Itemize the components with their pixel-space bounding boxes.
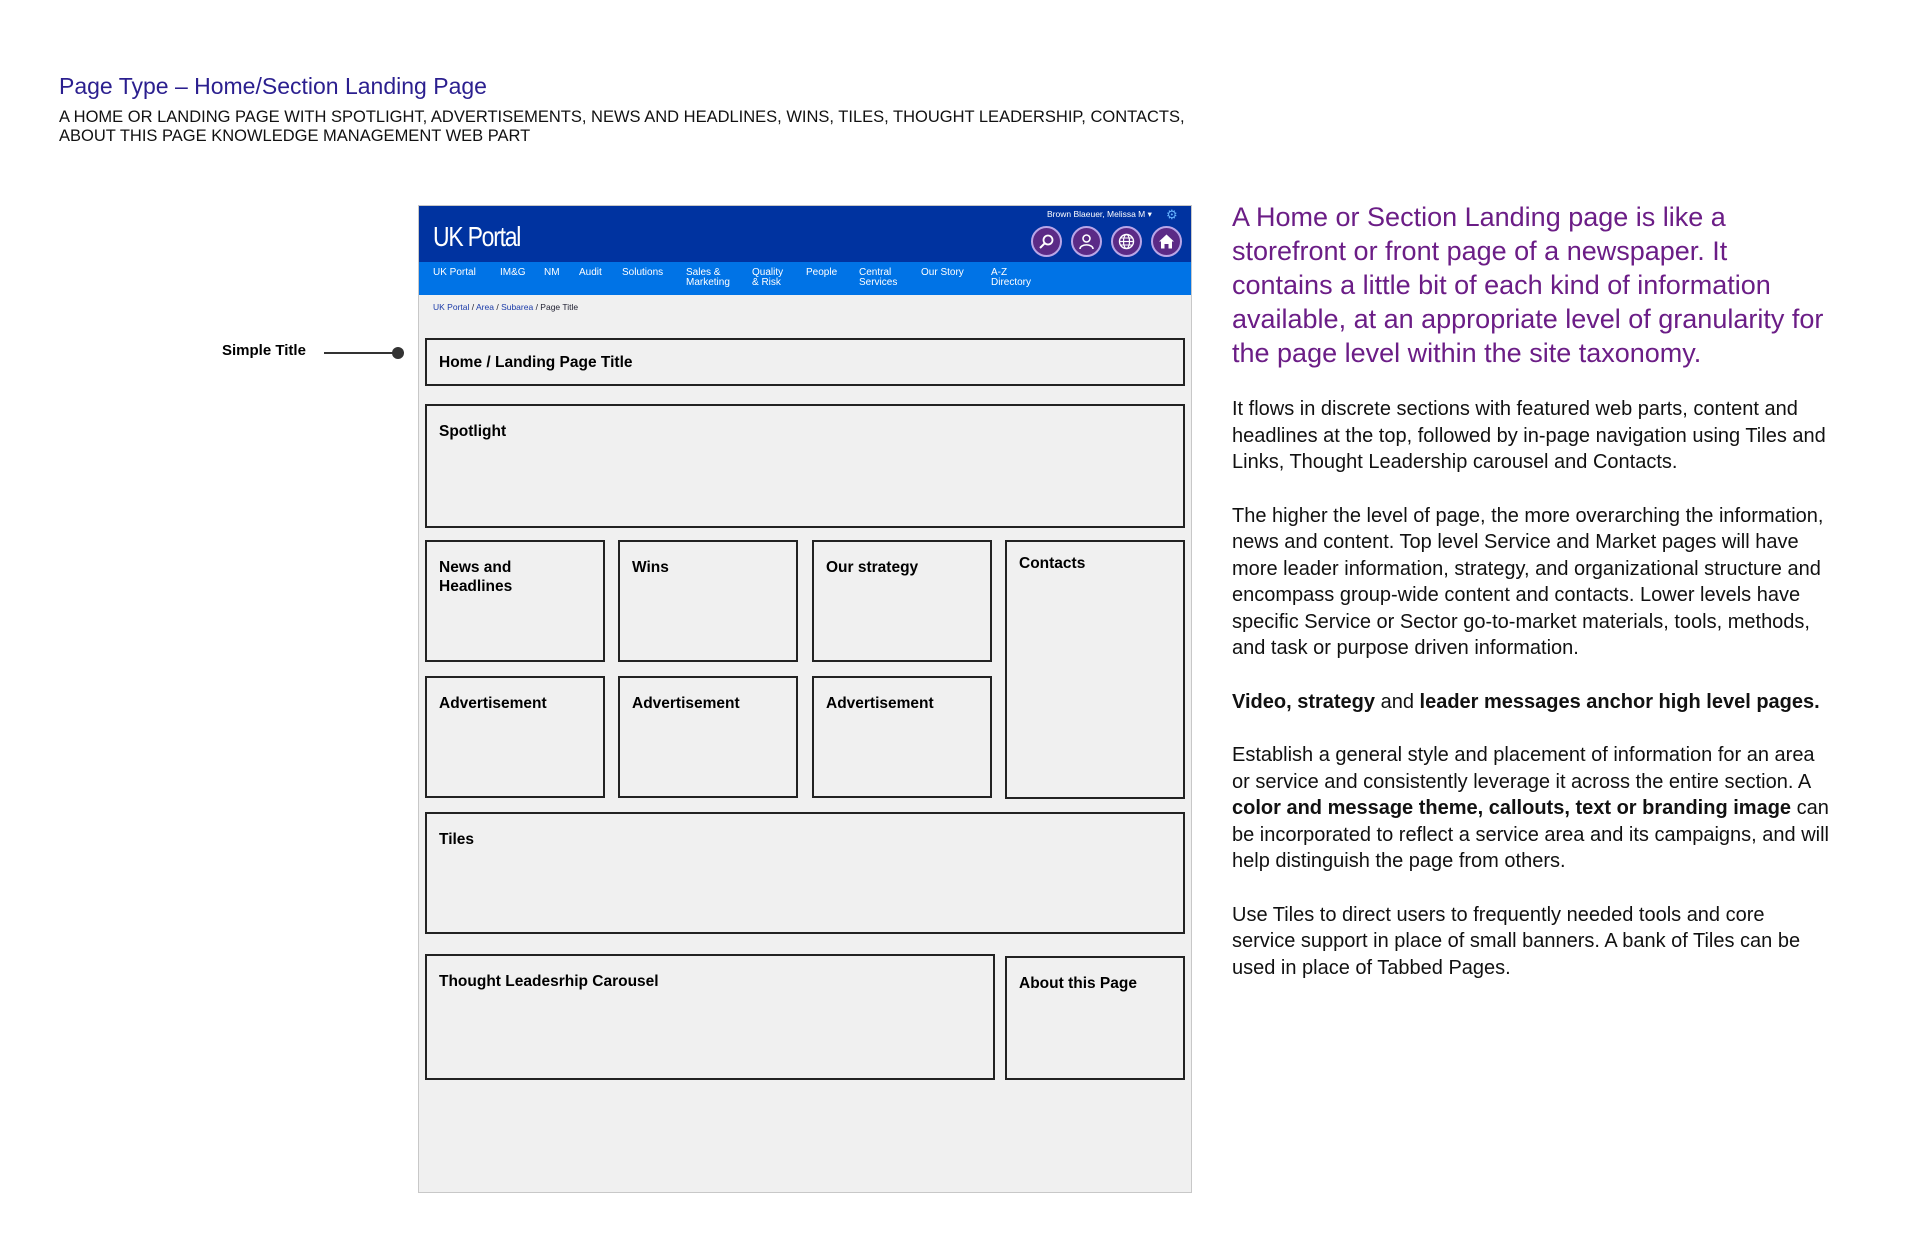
advertisement-label: Advertisement: [439, 695, 547, 712]
description-lead: A Home or Section Landing page is like a storefront or front page of a newspaper. It contains a little bit of each kind of information available, at an appropriate level of granularity for the page level within the site taxonomy.: [1232, 202, 1824, 368]
breadcrumb-separator: /: [533, 302, 541, 312]
portal-nav-bar: [419, 262, 1191, 295]
breadcrumb-current: Page Title: [540, 302, 579, 312]
page-title-box: [425, 338, 1185, 386]
nav-item-solutions[interactable]: Solutions: [622, 267, 664, 278]
tiles-box: [425, 812, 1185, 934]
user-menu[interactable]: Brown Blaeuer, Melissa M ▾: [1047, 209, 1152, 219]
advertisement-box: [618, 676, 798, 798]
description-paragraph: The higher the level of page, the more overarching the information, news and content. Top level Service and Market pages will have more leader information, strategy, and organizational structure and encompass group-wide content and contacts. Lower levels have specific Service or Sector go-to-market materials, tools, methods, and task or purpose driven information.: [1232, 504, 1824, 659]
portal-title[interactable]: UK Portal: [433, 221, 521, 252]
description-paragraph: Use Tiles to direct users to frequently needed tools and core service support in place of small banners. A bank of Tiles can be used in place of Tabbed Pages.: [1232, 903, 1801, 979]
breadcrumb-link[interactable]: UK Portal: [433, 302, 470, 312]
nav-item-people[interactable]: People: [806, 267, 838, 278]
callout-leader-line: [324, 352, 396, 354]
nav-item-sales-marketing[interactable]: Sales & Marketing: [686, 267, 730, 288]
nav-item-img[interactable]: IM&G: [500, 267, 526, 278]
advertisement-box: [812, 676, 992, 798]
breadcrumb-separator: /: [469, 302, 476, 312]
news-headlines-label: News and Headlines: [439, 559, 513, 595]
user-icon[interactable]: [1071, 226, 1102, 257]
callout-dot: [392, 347, 404, 359]
description-paragraph: It flows in discrete sections with featured web parts, content and headlines at the top, followed by in-page navigation using Tiles and Links, Thought Leadership carousel and Contacts.: [1232, 398, 1826, 473]
thought-leadership-carousel-box: [425, 954, 995, 1080]
breadcrumb-link[interactable]: Area: [476, 302, 494, 312]
globe-icon[interactable]: [1111, 226, 1142, 257]
page-type-subtitle: A HOME OR LANDING PAGE WITH SPOTLIGHT, ADVERTISEMENTS, NEWS AND HEADLINES, WINS, TILES, THOUGHT LEADERSHIP, CONTACTS, ABOUT THIS PAGE KNOWLEDGE MANAGEMENT WEB PART: [59, 108, 1185, 145]
advertisement-label: Advertisement: [632, 695, 740, 712]
page-title: Home / Landing Page Title: [439, 354, 633, 371]
nav-item-nm[interactable]: NM: [544, 267, 560, 278]
portal-header: [419, 206, 1191, 262]
thought-leadership-label: Thought Leadesrhip Carousel: [439, 973, 659, 990]
description-panel: [1232, 200, 1832, 1008]
contacts-label: Contacts: [1019, 555, 1086, 572]
nav-item-audit[interactable]: Audit: [579, 267, 602, 278]
advertisement-box: [425, 676, 605, 798]
simple-title-callout: Simple Title: [222, 342, 306, 359]
contacts-box: [1005, 540, 1185, 799]
our-strategy-box: [812, 540, 992, 662]
wins-label: Wins: [632, 559, 669, 576]
nav-item-central-services[interactable]: Central Services: [859, 267, 898, 288]
about-page-box: [1005, 956, 1185, 1080]
description-paragraph: Establish a general style and placement of information for an area or service and consistently leverage it across the entire section. A color and message theme, callouts, text or branding image can be incorporated to reflect a service area and its campaigns, and will help distinguish the page from others.: [1232, 744, 1829, 872]
breadcrumb-link[interactable]: Subarea: [501, 302, 534, 312]
wins-box: [618, 540, 798, 662]
nav-item-our-story[interactable]: Our Story: [921, 267, 964, 278]
breadcrumb-separator: /: [493, 302, 502, 312]
spotlight-label: Spotlight: [439, 423, 507, 440]
our-strategy-label: Our strategy: [826, 559, 919, 576]
advertisement-label: Advertisement: [826, 695, 934, 712]
search-icon[interactable]: [1031, 226, 1062, 257]
news-headlines-box: [425, 540, 605, 662]
gear-icon[interactable]: ⚙: [1166, 207, 1178, 222]
nav-item-uk-portal[interactable]: UK Portal: [433, 267, 476, 278]
portal-mockup: [418, 205, 1192, 1193]
spotlight-box: [425, 404, 1185, 528]
breadcrumb: [433, 302, 578, 312]
about-page-label: About this Page: [1019, 975, 1137, 992]
home-icon[interactable]: [1151, 226, 1182, 257]
tiles-label: Tiles: [439, 831, 475, 848]
nav-item-az-directory[interactable]: A-Z Directory: [991, 267, 1032, 288]
nav-item-quality-risk[interactable]: Quality & Risk: [752, 267, 784, 288]
page-type-heading: Page Type – Home/Section Landing Page: [59, 73, 487, 99]
description-paragraph: Video, strategy and leader messages anchor high level pages.: [1232, 690, 1820, 713]
